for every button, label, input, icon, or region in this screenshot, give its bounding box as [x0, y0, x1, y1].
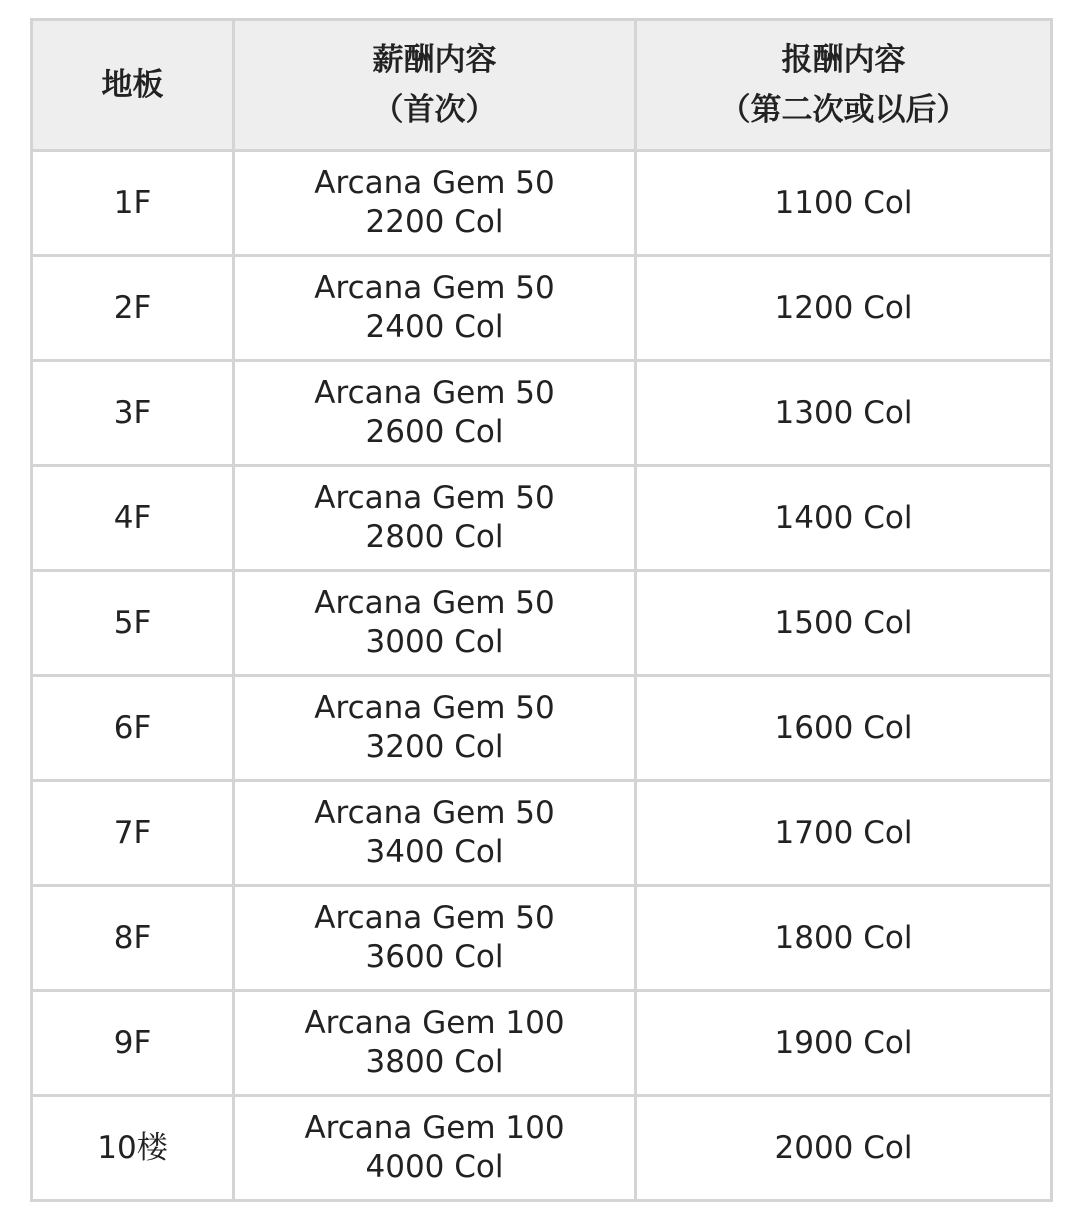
reward-table — [30, 18, 1053, 1202]
floor-cell: 4F — [32, 466, 234, 571]
first-reward-col: 3600 Col — [365, 939, 504, 975]
repeat-reward-cell: 1500 Col — [636, 571, 1052, 676]
first-reward-cell — [234, 256, 636, 361]
header-first-reward-sub: （首次） — [372, 92, 497, 128]
first-reward-col: 2200 Col — [365, 204, 504, 240]
floor-cell: 6F — [32, 676, 234, 781]
first-reward-col: 3000 Col — [365, 624, 504, 660]
first-reward-cell — [234, 991, 636, 1096]
first-reward-col: 3400 Col — [365, 834, 504, 870]
first-reward-cell — [234, 571, 636, 676]
first-reward-gem: Arcana Gem 50 — [314, 165, 555, 201]
floor-cell: 2F — [32, 256, 234, 361]
floor-cell: 5F — [32, 571, 234, 676]
floor-cell: 3F — [32, 361, 234, 466]
first-reward-gem: Arcana Gem 50 — [314, 900, 555, 936]
first-reward-cell — [234, 151, 636, 256]
floor-cell: 9F — [32, 991, 234, 1096]
first-reward-col: 4000 Col — [365, 1149, 504, 1185]
first-reward-col: 3200 Col — [365, 729, 504, 765]
header-floor — [32, 20, 234, 151]
reward-table-container — [30, 18, 1050, 1200]
first-reward-col: 2400 Col — [365, 309, 504, 345]
first-reward-gem: Arcana Gem 50 — [314, 585, 555, 621]
header-repeat-reward-sub: （第二次或以后） — [719, 92, 968, 128]
table-row — [32, 781, 1052, 886]
repeat-reward-cell: 1900 Col — [636, 991, 1052, 1096]
repeat-reward-cell: 1400 Col — [636, 466, 1052, 571]
first-reward-gem: Arcana Gem 50 — [314, 375, 555, 411]
repeat-reward-cell: 1300 Col — [636, 361, 1052, 466]
repeat-reward-cell: 1700 Col — [636, 781, 1052, 886]
header-repeat-reward-label: 报酬内容 — [781, 42, 906, 78]
floor-cell: 7F — [32, 781, 234, 886]
first-reward-cell — [234, 361, 636, 466]
first-reward-cell — [234, 1096, 636, 1201]
first-reward-gem: Arcana Gem 50 — [314, 690, 555, 726]
repeat-reward-cell: 2000 Col — [636, 1096, 1052, 1201]
table-header-row — [32, 20, 1052, 151]
floor-cell: 8F — [32, 886, 234, 991]
table-row — [32, 361, 1052, 466]
first-reward-cell — [234, 886, 636, 991]
first-reward-col: 2600 Col — [365, 414, 504, 450]
floor-cell: 1F — [32, 151, 234, 256]
repeat-reward-cell: 1200 Col — [636, 256, 1052, 361]
first-reward-gem: Arcana Gem 50 — [314, 480, 555, 516]
first-reward-cell — [234, 781, 636, 886]
first-reward-cell — [234, 466, 636, 571]
first-reward-col: 3800 Col — [365, 1044, 504, 1080]
first-reward-cell — [234, 676, 636, 781]
header-first-reward — [234, 20, 636, 151]
repeat-reward-cell: 1100 Col — [636, 151, 1052, 256]
repeat-reward-cell: 1800 Col — [636, 886, 1052, 991]
header-first-reward-label: 薪酬内容 — [372, 42, 497, 78]
table-row — [32, 1096, 1052, 1201]
table-row — [32, 151, 1052, 256]
table-row — [32, 676, 1052, 781]
first-reward-col: 2800 Col — [365, 519, 504, 555]
repeat-reward-cell: 1600 Col — [636, 676, 1052, 781]
floor-cell: 10楼 — [32, 1096, 234, 1201]
table-row — [32, 886, 1052, 991]
first-reward-gem: Arcana Gem 100 — [304, 1005, 565, 1041]
header-repeat-reward — [636, 20, 1052, 151]
table-row — [32, 256, 1052, 361]
table-row — [32, 991, 1052, 1096]
table-row — [32, 466, 1052, 571]
header-floor-label: 地板 — [101, 67, 164, 103]
first-reward-gem: Arcana Gem 50 — [314, 270, 555, 306]
table-row — [32, 571, 1052, 676]
first-reward-gem: Arcana Gem 50 — [314, 795, 555, 831]
first-reward-gem: Arcana Gem 100 — [304, 1110, 565, 1146]
